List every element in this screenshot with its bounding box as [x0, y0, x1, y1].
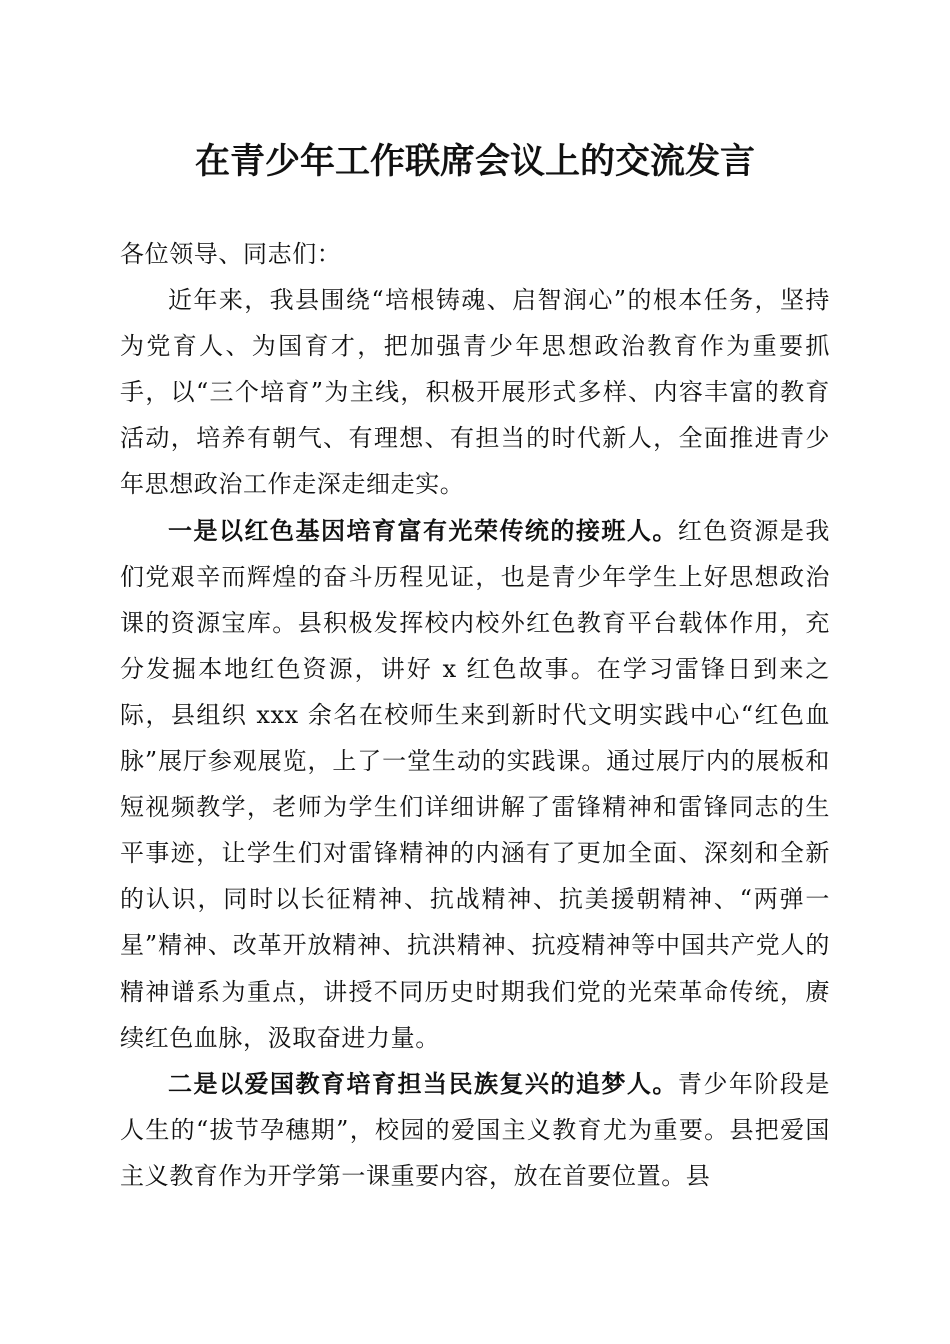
section-paragraph-1: [120, 508, 830, 1061]
intro-paragraph: 近年来，我县围绕“培根铸魂、启智润心”的根本任务，坚持为党育人、为国育才，把加强青少年思想政治教育作为重要抓手，以“三个培育”为主线，积极开展形式多样、内容丰富的教育活动，培养有朝气、有理想、有担当的时代新人，全面推进青少年思想政治工作走深走细走实。: [120, 286, 830, 499]
section-paragraph-2: [120, 1061, 830, 1199]
section-lead-2: 二是以爱国教育培育担当民族复兴的追梦人。: [168, 1068, 678, 1098]
document-title: 在青少年工作联席会议上的交流发言: [194, 141, 755, 182]
document-body: [120, 231, 830, 1199]
section-text-1: 红色资源是我们党艰辛而辉煌的奋斗历程见证，也是青少年学生上好思想政治课的资源宝库。县积极发挥校内校外红色教育平台载体作用，充分发掘本地红色资源，讲好 x 红色故事。在学习雷锋日到来之际，县组织 xxx 余名在校师生来到新时代文明实践中心“红色血脉”展厅参观展览，上了一堂生动的实践课。通过展厅内的展板和短视频教学，老师为学生们详细讲解了雷锋精神和雷锋同志的生平事迹，让学生们对雷锋精神的内涵有了更加全面、深刻和全新的认识，同时以长征精神、抗战精神、抗美援朝精神、“两弹一星”精神、改革开放精神、抗洪精神、抗疫精神等中国共产党人的精神谱系为重点，讲授不同历史时期我们党的光荣革命传统，赓续红色血脉，汲取奋进力量。: [120, 516, 830, 1052]
section-text-2: 青少年阶段是人生的“拔节孕穗期”，校园的爱国主义教育尤为重要。县把爱国主义教育作为开学第一课重要内容，放在首要位置。县: [120, 1069, 830, 1190]
salutation: 各位领导、同志们：: [120, 240, 342, 268]
section-lead-1: 一是以红色基因培育富有光荣传统的接班人。: [168, 515, 678, 545]
